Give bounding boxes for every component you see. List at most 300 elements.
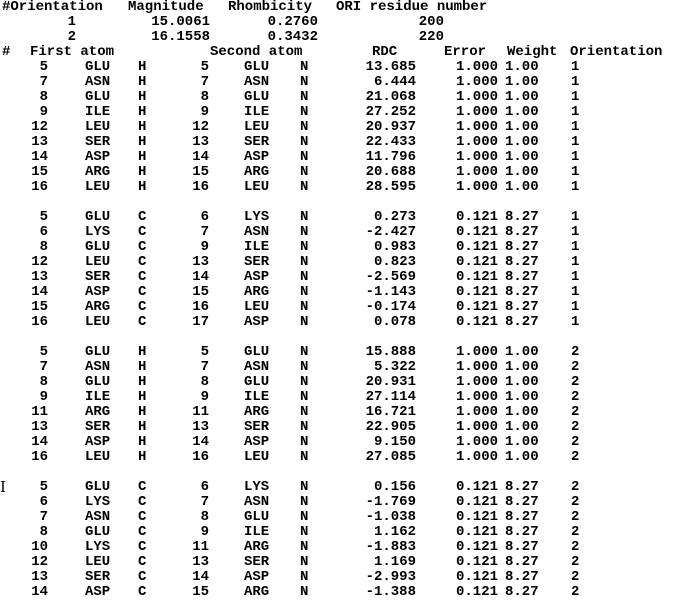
weight-value: 8.27 bbox=[505, 209, 539, 225]
res1-name: LEU bbox=[85, 179, 111, 195]
res1-number: 13 bbox=[31, 419, 48, 435]
error-value: 0.121 bbox=[455, 224, 498, 240]
res1-number: 5 bbox=[39, 209, 48, 225]
res1-name: ARG bbox=[85, 164, 111, 180]
rdc-value: -2.569 bbox=[365, 269, 416, 285]
res2-name: ASN bbox=[244, 494, 270, 510]
error-value: 1.000 bbox=[455, 104, 498, 120]
weight-value: 1.00 bbox=[505, 89, 539, 105]
atom2-name: N bbox=[300, 269, 309, 285]
atom1-name: C bbox=[138, 224, 147, 240]
error-value: 1.000 bbox=[455, 134, 498, 150]
res1-name: LEU bbox=[85, 554, 111, 570]
weight-value: 1.00 bbox=[505, 344, 539, 360]
rdc-value: 22.905 bbox=[365, 419, 416, 435]
atom1-name: C bbox=[138, 314, 147, 330]
orientation-value: 1 bbox=[571, 254, 580, 270]
res2-name: ILE bbox=[244, 524, 270, 540]
rdc-value: 0.156 bbox=[373, 479, 416, 495]
rdc-col-label: RDC bbox=[372, 44, 398, 60]
orientation-value: 1 bbox=[571, 119, 580, 135]
rdc-table-row bbox=[0, 210, 686, 225]
weight-value: 1.00 bbox=[505, 404, 539, 420]
rdc-table-row bbox=[0, 225, 686, 240]
res1-number: 16 bbox=[31, 449, 48, 465]
rdc-value: -1.038 bbox=[365, 509, 416, 525]
rdc-table-row bbox=[0, 135, 686, 150]
weight-value: 1.00 bbox=[505, 119, 539, 135]
atom1-name: H bbox=[138, 104, 147, 120]
res1-number: 14 bbox=[31, 434, 48, 450]
res1-number: 9 bbox=[39, 389, 48, 405]
res1-number: 9 bbox=[39, 104, 48, 120]
res2-number: 16 bbox=[192, 299, 209, 315]
weight-value: 8.27 bbox=[505, 284, 539, 300]
rdc-table-row bbox=[0, 360, 686, 375]
magnitude-col-label: Magnitude bbox=[128, 0, 204, 15]
res1-number: 12 bbox=[31, 119, 48, 135]
res1-number: 8 bbox=[39, 374, 48, 390]
res2-number: 13 bbox=[192, 554, 209, 570]
res1-name: ASP bbox=[85, 584, 111, 600]
orientation-value: 2 bbox=[571, 419, 580, 435]
orientation-value: 1 bbox=[571, 149, 580, 165]
orientation-value: 2 bbox=[571, 569, 580, 585]
error-value: 1.000 bbox=[455, 404, 498, 420]
res2-number: 7 bbox=[200, 224, 209, 240]
atom1-name: H bbox=[138, 419, 147, 435]
res2-number: 5 bbox=[200, 59, 209, 75]
error-value: 0.121 bbox=[455, 254, 498, 270]
res2-number: 8 bbox=[200, 509, 209, 525]
res2-number: 11 bbox=[192, 539, 209, 555]
res1-name: LYS bbox=[85, 224, 111, 240]
atom1-name: H bbox=[138, 179, 147, 195]
res1-number: 5 bbox=[39, 344, 48, 360]
rdc-value: 27.114 bbox=[365, 389, 416, 405]
res1-name: ASP bbox=[85, 284, 111, 300]
res1-name: GLU bbox=[85, 524, 111, 540]
orientation-value: 2 bbox=[571, 539, 580, 555]
atom1-name: C bbox=[138, 284, 147, 300]
res1-name: LEU bbox=[85, 254, 111, 270]
res1-number: 14 bbox=[31, 149, 48, 165]
rhombicity-value: 0.3432 bbox=[267, 29, 318, 45]
atom1-name: C bbox=[138, 209, 147, 225]
res1-number: 8 bbox=[39, 239, 48, 255]
orientation-value: 1 bbox=[571, 134, 580, 150]
orientation-value: 2 bbox=[571, 344, 580, 360]
res2-name: SER bbox=[244, 554, 270, 570]
orientation-value: 1 bbox=[67, 14, 76, 30]
rdc-table-row bbox=[0, 420, 686, 435]
rdc-value: 20.937 bbox=[365, 119, 416, 135]
weight-value: 1.00 bbox=[505, 389, 539, 405]
atom2-name: N bbox=[300, 239, 309, 255]
atom1-name: H bbox=[138, 89, 147, 105]
orientation-value: 2 bbox=[571, 389, 580, 405]
res1-name: GLU bbox=[85, 239, 111, 255]
rdc-value: -1.143 bbox=[365, 284, 416, 300]
res1-name: SER bbox=[85, 269, 111, 285]
rhombicity-value: 0.2760 bbox=[267, 14, 318, 30]
error-value: 0.121 bbox=[455, 554, 498, 570]
first-atom-col-label: First atom bbox=[30, 44, 115, 60]
atom1-name: H bbox=[138, 374, 147, 390]
res2-name: LEU bbox=[244, 179, 270, 195]
res1-name: GLU bbox=[85, 209, 111, 225]
blank-separator bbox=[0, 195, 686, 210]
weight-value: 1.00 bbox=[505, 179, 539, 195]
rdc-value: 0.823 bbox=[373, 254, 416, 270]
res1-number: 15 bbox=[31, 164, 48, 180]
res1-number: 11 bbox=[31, 404, 48, 420]
rdc-table-row bbox=[0, 240, 686, 255]
rdc-value: 27.252 bbox=[365, 104, 416, 120]
weight-value: 1.00 bbox=[505, 149, 539, 165]
orientation-value: 1 bbox=[571, 59, 580, 75]
blank-separator bbox=[0, 465, 686, 480]
orientation-value: 1 bbox=[571, 209, 580, 225]
rdc-table-row bbox=[0, 405, 686, 420]
weight-value: 1.00 bbox=[505, 359, 539, 375]
res1-name: ARG bbox=[85, 299, 111, 315]
rdc-value: 0.078 bbox=[373, 314, 416, 330]
res2-number: 16 bbox=[192, 179, 209, 195]
res1-name: ARG bbox=[85, 404, 111, 420]
ori-residue-value: 220 bbox=[418, 29, 444, 45]
res2-name: ASN bbox=[244, 224, 270, 240]
error-value: 1.000 bbox=[455, 59, 498, 75]
rdc-value: 13.685 bbox=[365, 59, 416, 75]
rdc-value: 20.931 bbox=[365, 374, 416, 390]
rhombicity-col-label: Rhombicity bbox=[228, 0, 313, 15]
orientation-summary-row bbox=[0, 15, 686, 30]
weight-col-label: Weight bbox=[507, 44, 558, 60]
res1-number: 6 bbox=[39, 224, 48, 240]
atom1-name: H bbox=[138, 434, 147, 450]
atom1-name: C bbox=[138, 269, 147, 285]
res2-number: 7 bbox=[200, 494, 209, 510]
atom2-name: N bbox=[300, 449, 309, 465]
orientation-value: 2 bbox=[67, 29, 76, 45]
rdc-value: 5.322 bbox=[373, 359, 416, 375]
res2-name: LEU bbox=[244, 299, 270, 315]
rdc-table-row bbox=[0, 105, 686, 120]
res2-number: 5 bbox=[200, 344, 209, 360]
atom2-name: N bbox=[300, 344, 309, 360]
res2-number: 14 bbox=[192, 569, 209, 585]
atom2-name: N bbox=[300, 539, 309, 555]
error-value: 0.121 bbox=[455, 479, 498, 495]
error-value: 1.000 bbox=[455, 344, 498, 360]
error-value: 0.121 bbox=[455, 299, 498, 315]
rdc-table-row bbox=[0, 540, 686, 555]
res2-number: 11 bbox=[192, 404, 209, 420]
res2-number: 14 bbox=[192, 149, 209, 165]
atom2-name: N bbox=[300, 584, 309, 600]
rdc-value: 27.085 bbox=[365, 449, 416, 465]
error-value: 1.000 bbox=[455, 389, 498, 405]
res2-number: 15 bbox=[192, 284, 209, 300]
rdc-table-row bbox=[0, 285, 686, 300]
res2-name: ILE bbox=[244, 239, 270, 255]
res1-name: LEU bbox=[85, 449, 111, 465]
error-value: 1.000 bbox=[455, 119, 498, 135]
res2-number: 9 bbox=[200, 524, 209, 540]
error-value: 0.121 bbox=[455, 239, 498, 255]
atom1-name: C bbox=[138, 494, 147, 510]
res2-name: ASP bbox=[244, 149, 270, 165]
atom2-name: N bbox=[300, 524, 309, 540]
orientation-value: 2 bbox=[571, 374, 580, 390]
res2-name: ILE bbox=[244, 104, 270, 120]
res2-name: ILE bbox=[244, 389, 270, 405]
rdc-table-row bbox=[0, 585, 686, 600]
rdc-table-row bbox=[0, 150, 686, 165]
orientation-value: 1 bbox=[571, 314, 580, 330]
error-value: 1.000 bbox=[455, 149, 498, 165]
weight-value: 1.00 bbox=[505, 59, 539, 75]
second-atom-col-label: Second atom bbox=[210, 44, 303, 60]
res1-name: ASP bbox=[85, 434, 111, 450]
rdc-value: 0.273 bbox=[373, 209, 416, 225]
res1-number: 8 bbox=[39, 89, 48, 105]
rdc-table-row bbox=[0, 390, 686, 405]
atom2-name: N bbox=[300, 494, 309, 510]
res1-name: ASN bbox=[85, 509, 111, 525]
atom2-name: N bbox=[300, 374, 309, 390]
res1-name: GLU bbox=[85, 89, 111, 105]
rdc-value: -0.174 bbox=[365, 299, 416, 315]
res1-name: LEU bbox=[85, 119, 111, 135]
atom1-name: H bbox=[138, 359, 147, 375]
orientation-header-line bbox=[0, 0, 686, 15]
weight-value: 8.27 bbox=[505, 509, 539, 525]
res2-name: ASP bbox=[244, 434, 270, 450]
rdc-table-row bbox=[0, 300, 686, 315]
res1-number: 7 bbox=[39, 359, 48, 375]
res2-number: 8 bbox=[200, 89, 209, 105]
rdc-table-row bbox=[0, 60, 686, 75]
weight-value: 8.27 bbox=[505, 569, 539, 585]
atom2-name: N bbox=[300, 149, 309, 165]
weight-value: 8.27 bbox=[505, 314, 539, 330]
rdc-value: 22.433 bbox=[365, 134, 416, 150]
orientation-value: 1 bbox=[571, 224, 580, 240]
ori-residue-col-label: ORI residue number bbox=[336, 0, 488, 15]
atom2-name: N bbox=[300, 284, 309, 300]
orientation-value: 2 bbox=[571, 524, 580, 540]
rdc-table-row bbox=[0, 90, 686, 105]
rdc-value: 6.444 bbox=[373, 74, 416, 90]
weight-value: 8.27 bbox=[505, 554, 539, 570]
weight-value: 1.00 bbox=[505, 164, 539, 180]
error-value: 1.000 bbox=[455, 89, 498, 105]
error-value: 0.121 bbox=[455, 494, 498, 510]
weight-value: 8.27 bbox=[505, 584, 539, 600]
error-value: 0.121 bbox=[455, 509, 498, 525]
weight-value: 1.00 bbox=[505, 74, 539, 90]
rdc-table-row bbox=[0, 345, 686, 360]
atom1-name: C bbox=[138, 539, 147, 555]
res2-name: SER bbox=[244, 419, 270, 435]
error-value: 1.000 bbox=[455, 179, 498, 195]
error-value: 0.121 bbox=[455, 524, 498, 540]
res1-name: ASN bbox=[85, 74, 111, 90]
rdc-table-row bbox=[0, 480, 686, 495]
orientation-value: 1 bbox=[571, 74, 580, 90]
rdc-value: 11.796 bbox=[365, 149, 416, 165]
atom2-name: N bbox=[300, 59, 309, 75]
blank-separator bbox=[0, 330, 686, 345]
atom1-name: C bbox=[138, 509, 147, 525]
res2-name: ASP bbox=[244, 269, 270, 285]
weight-value: 8.27 bbox=[505, 299, 539, 315]
weight-value: 8.27 bbox=[505, 239, 539, 255]
atom1-name: C bbox=[138, 254, 147, 270]
res1-number: 14 bbox=[31, 284, 48, 300]
atom2-name: N bbox=[300, 389, 309, 405]
rdc-table-row bbox=[0, 75, 686, 90]
res1-number: 10 bbox=[31, 539, 48, 555]
rdc-value: -1.769 bbox=[365, 494, 416, 510]
rdc-table-row bbox=[0, 270, 686, 285]
orientation-value: 1 bbox=[571, 299, 580, 315]
text-cursor-icon: I bbox=[0, 478, 6, 496]
orientation-summary-row bbox=[0, 30, 686, 45]
rdc-value: -1.388 bbox=[365, 584, 416, 600]
res1-number: 14 bbox=[31, 584, 48, 600]
orientation-value: 2 bbox=[571, 359, 580, 375]
atom2-name: N bbox=[300, 509, 309, 525]
res1-name: ASP bbox=[85, 149, 111, 165]
rdc-value: 21.068 bbox=[365, 89, 416, 105]
atom1-name: H bbox=[138, 149, 147, 165]
atom2-name: N bbox=[300, 224, 309, 240]
atom2-name: N bbox=[300, 419, 309, 435]
res1-name: LEU bbox=[85, 314, 111, 330]
rdc-value: 1.162 bbox=[373, 524, 416, 540]
error-value: 1.000 bbox=[455, 164, 498, 180]
res2-number: 13 bbox=[192, 134, 209, 150]
orientation-value: 2 bbox=[571, 404, 580, 420]
res1-name: ASN bbox=[85, 359, 111, 375]
res1-number: 16 bbox=[31, 179, 48, 195]
orientation-value: 2 bbox=[571, 479, 580, 495]
res2-number: 15 bbox=[192, 584, 209, 600]
res2-name: ARG bbox=[244, 404, 270, 420]
res2-number: 15 bbox=[192, 164, 209, 180]
table-header-line bbox=[0, 45, 686, 60]
res2-number: 9 bbox=[200, 104, 209, 120]
res2-name: SER bbox=[244, 254, 270, 270]
res1-name: SER bbox=[85, 419, 111, 435]
res2-name: GLU bbox=[244, 509, 270, 525]
res1-number: 5 bbox=[39, 59, 48, 75]
atom1-name: H bbox=[138, 449, 147, 465]
weight-value: 8.27 bbox=[505, 494, 539, 510]
error-col-label: Error bbox=[444, 44, 487, 60]
res2-name: GLU bbox=[244, 344, 270, 360]
atom1-name: C bbox=[138, 554, 147, 570]
orientation-value: 1 bbox=[571, 104, 580, 120]
weight-value: 8.27 bbox=[505, 539, 539, 555]
res2-number: 13 bbox=[192, 254, 209, 270]
rdc-table-row bbox=[0, 435, 686, 450]
weight-value: 1.00 bbox=[505, 374, 539, 390]
atom2-name: N bbox=[300, 434, 309, 450]
res1-number: 12 bbox=[31, 254, 48, 270]
atom1-name: H bbox=[138, 59, 147, 75]
res2-number: 8 bbox=[200, 374, 209, 390]
error-value: 0.121 bbox=[455, 269, 498, 285]
atom2-name: N bbox=[300, 299, 309, 315]
orientation-value: 1 bbox=[571, 284, 580, 300]
res1-name: SER bbox=[85, 134, 111, 150]
rdc-table-row bbox=[0, 255, 686, 270]
res2-name: SER bbox=[244, 134, 270, 150]
rdc-table-row bbox=[0, 120, 686, 135]
res1-name: ILE bbox=[85, 389, 111, 405]
orientation-value: 2 bbox=[571, 434, 580, 450]
atom1-name: C bbox=[138, 239, 147, 255]
atom2-name: N bbox=[300, 554, 309, 570]
res2-number: 14 bbox=[192, 269, 209, 285]
error-value: 0.121 bbox=[455, 584, 498, 600]
atom2-name: N bbox=[300, 359, 309, 375]
atom2-name: N bbox=[300, 404, 309, 420]
rdc-value: 1.169 bbox=[373, 554, 416, 570]
rdc-value: -1.883 bbox=[365, 539, 416, 555]
res1-name: LYS bbox=[85, 494, 111, 510]
res2-number: 7 bbox=[200, 359, 209, 375]
orientation-value: 2 bbox=[571, 494, 580, 510]
rdc-value: 0.983 bbox=[373, 239, 416, 255]
res1-number: 7 bbox=[39, 74, 48, 90]
res2-number: 12 bbox=[192, 119, 209, 135]
rdc-value: 28.595 bbox=[365, 179, 416, 195]
orientation-value: 1 bbox=[571, 164, 580, 180]
atom1-name: C bbox=[138, 479, 147, 495]
res1-number: 13 bbox=[31, 269, 48, 285]
res1-name: GLU bbox=[85, 344, 111, 360]
weight-value: 8.27 bbox=[505, 269, 539, 285]
res2-number: 9 bbox=[200, 389, 209, 405]
res2-name: ARG bbox=[244, 284, 270, 300]
error-value: 0.121 bbox=[455, 569, 498, 585]
res2-number: 13 bbox=[192, 419, 209, 435]
res2-name: ARG bbox=[244, 539, 270, 555]
res2-name: ARG bbox=[244, 584, 270, 600]
atom1-name: H bbox=[138, 404, 147, 420]
atom1-name: C bbox=[138, 569, 147, 585]
rdc-table-row bbox=[0, 555, 686, 570]
atom1-name: H bbox=[138, 119, 147, 135]
atom2-name: N bbox=[300, 254, 309, 270]
atom1-name: H bbox=[138, 164, 147, 180]
atom1-name: H bbox=[138, 389, 147, 405]
rdc-value: 20.688 bbox=[365, 164, 416, 180]
error-value: 1.000 bbox=[455, 434, 498, 450]
magnitude-value: 15.0061 bbox=[151, 14, 210, 30]
res2-name: LYS bbox=[244, 479, 270, 495]
res1-name: ILE bbox=[85, 104, 111, 120]
res1-name: GLU bbox=[85, 374, 111, 390]
res2-number: 6 bbox=[200, 479, 209, 495]
atom2-name: N bbox=[300, 209, 309, 225]
orientation-col-label: Orientation bbox=[570, 44, 663, 60]
